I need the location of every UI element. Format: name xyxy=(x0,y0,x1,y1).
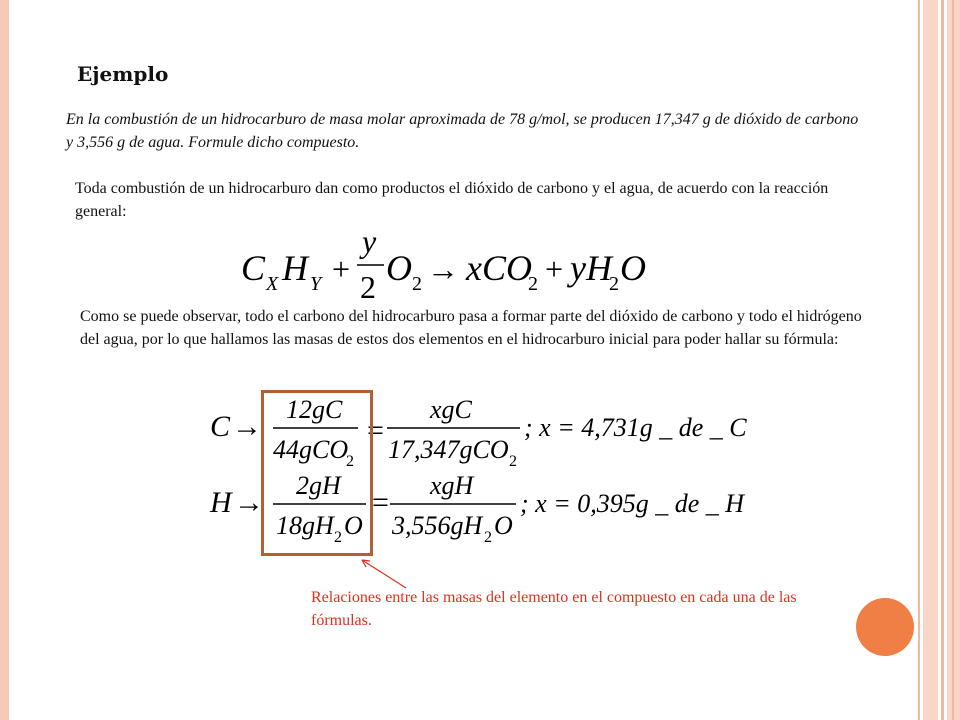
svg-text:2: 2 xyxy=(484,529,492,546)
svg-text:xgH: xgH xyxy=(430,471,474,500)
svg-text:xCO: xCO xyxy=(466,248,532,288)
svg-text:→: → xyxy=(427,251,459,287)
svg-text:17,347gCO: 17,347gCO xyxy=(388,435,509,464)
svg-text:xgC: xgC xyxy=(430,395,472,424)
svg-text:yH: yH xyxy=(570,248,612,288)
svg-text:O: O xyxy=(344,511,363,540)
svg-text:=: = xyxy=(372,486,389,519)
svg-text:y: y xyxy=(362,223,377,259)
svg-text:; x = 0,395g _ de _ H: ; x = 0,395g _ de _ H xyxy=(520,489,745,518)
annotation-arrow xyxy=(362,560,406,588)
reaction-equation xyxy=(241,223,646,305)
annotation-note: Relaciones entre las masas del elemento en el compuesto en cada una de las fórmulas. xyxy=(311,589,797,629)
svg-text:+: + xyxy=(332,251,351,287)
svg-text:; x = 4,731g _ de _ C: ; x = 4,731g _ de _ C xyxy=(524,413,747,442)
svg-text:18gH: 18gH xyxy=(276,511,334,540)
svg-text:2: 2 xyxy=(346,453,354,470)
svg-text:2: 2 xyxy=(360,269,376,305)
slide-title: Ejemplo xyxy=(77,62,169,86)
svg-text:O: O xyxy=(494,511,513,540)
svg-text:Y: Y xyxy=(310,273,322,295)
svg-text:3,556gH: 3,556gH xyxy=(392,511,483,540)
svg-text:H: H xyxy=(282,248,308,288)
svg-text:O: O xyxy=(386,248,412,288)
svg-text:X: X xyxy=(266,273,279,295)
svg-text:=: = xyxy=(367,414,384,447)
svg-text:2: 2 xyxy=(528,273,538,295)
ratio-highlight-box xyxy=(261,390,373,556)
svg-text:H: H xyxy=(210,486,232,519)
svg-text:2: 2 xyxy=(509,453,517,470)
svg-text:C: C xyxy=(241,248,266,288)
intro-paragraph: Toda combustión de un hidrocarburo dan como productos el dióxido de carbono y el agua, de acuerdo con la reacción general: xyxy=(75,180,829,220)
svg-text:→: → xyxy=(232,410,262,443)
svg-text:C: C xyxy=(210,410,231,443)
explanation-paragraph: Como se puede observar, todo el carbono del hidrocarburo pasa a formar parte del dióxido de carbono y todo el hidrógeno del agua, por lo que hallamos las masas de estos dos elementos en el hidrocarburo inicial para poder hallar su fórmula: xyxy=(80,308,862,348)
svg-text:12gC: 12gC xyxy=(286,395,343,424)
svg-text:2: 2 xyxy=(609,273,619,295)
svg-text:44gCO: 44gCO xyxy=(273,435,349,464)
svg-text:2gH: 2gH xyxy=(296,471,341,500)
svg-text:2: 2 xyxy=(412,273,422,295)
svg-text:2: 2 xyxy=(334,529,342,546)
svg-text:→: → xyxy=(234,486,264,519)
svg-text:+: + xyxy=(545,251,564,287)
problem-statement: En la combustión de un hidrocarburo de masa molar aproximada de 78 g/mol, se producen 17,347 g de dióxido de carbono y 3,556 g de agua. Formule dicho compuesto. xyxy=(66,111,859,151)
svg-text:O: O xyxy=(620,248,646,288)
